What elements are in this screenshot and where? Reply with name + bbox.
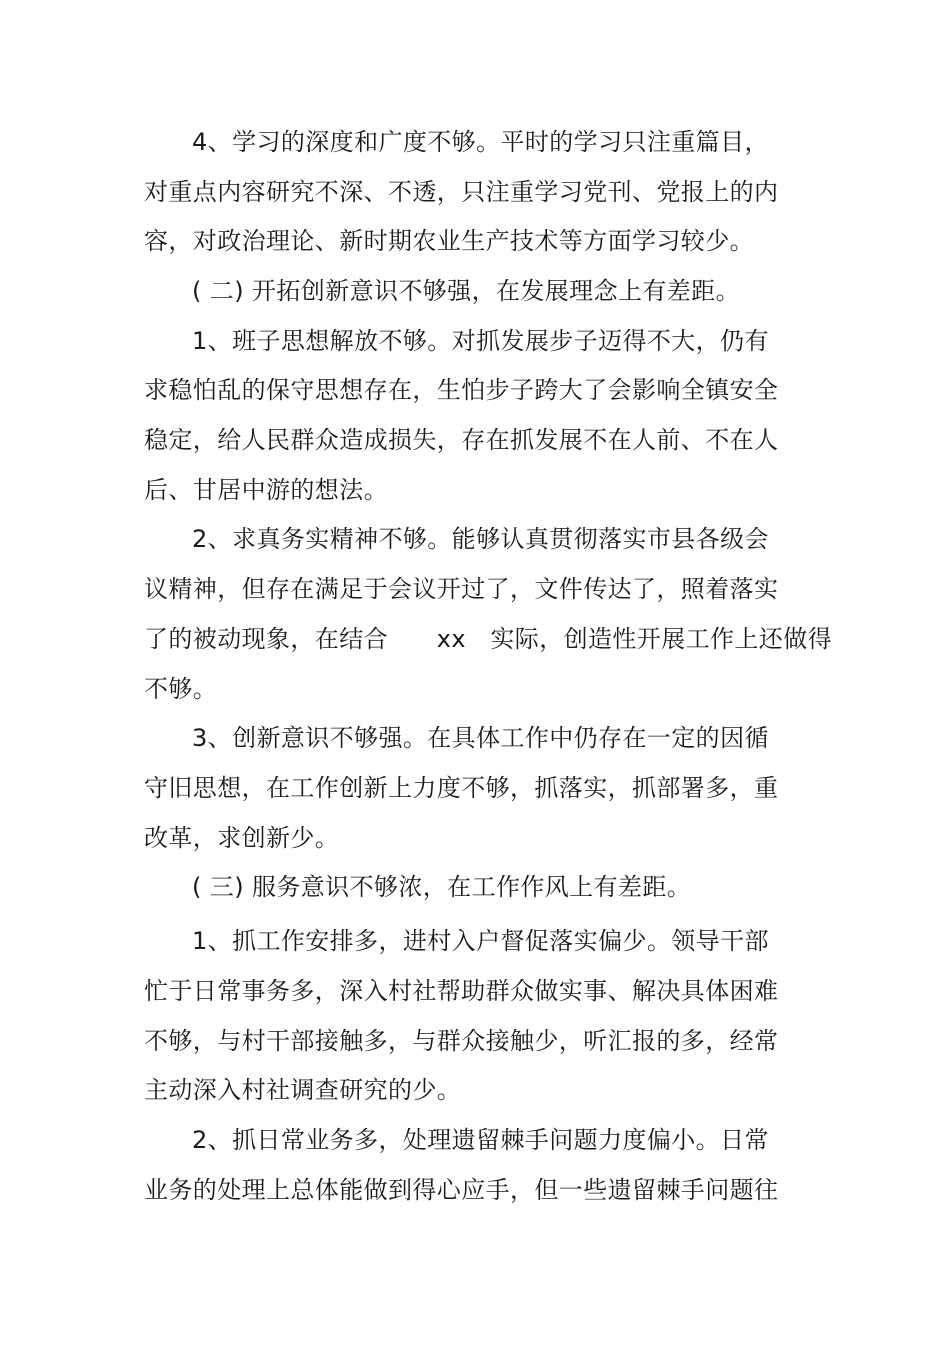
paragraph-line: 不够。 [144,675,218,703]
paragraph-line: 后、甘居中游的想法。 [144,476,388,504]
paragraph-line: 2、求真务实精神不够。能够认真贯彻落实市县各级会 [192,525,769,553]
paragraph-line: 了的被动现象，在结合 xx 实际，创造性开展工作上还做得 [144,625,833,653]
section-heading: ( 三) 服务意识不够浓，在工作作风上有差距。 [192,873,692,901]
paragraph-line: 2、抓日常业务多，处理遗留棘手问题力度偏小。日常 [192,1126,769,1154]
paragraph-line: 容，对政治理论、新时期农业生产技术等方面学习较少。 [144,227,754,255]
paragraph-line: 不够，与村干部接触多，与群众接触少，听汇报的多，经常 [144,1027,779,1055]
paragraph-line: 守旧思想，在工作创新上力度不够，抓落实，抓部署多，重 [144,774,779,802]
paragraph-line: 对重点内容研究不深、不透，只注重学习党刊、党报上的内 [144,178,779,206]
paragraph-line: 1、班子思想解放不够。对抓发展步子迈得不大，仍有 [192,327,769,355]
paragraph-line: 忙于日常事务多，深入村社帮助群众做实事、解决具体困难 [144,977,779,1005]
paragraph-line: 稳定，给人民群众造成损失，存在抓发展不在人前、不在人 [144,426,779,454]
paragraph-line: 业务的处理上总体能做到得心应手，但一些遗留棘手问题往 [144,1176,779,1204]
paragraph-line: 1、抓工作安排多，进村入户督促落实偏少。领导干部 [192,927,769,955]
section-heading: ( 二) 开拓创新意识不够强，在发展理念上有差距。 [192,277,740,305]
paragraph-line: 3、创新意识不够强。在具体工作中仍存在一定的因循 [192,724,769,752]
paragraph-line: 求稳怕乱的保守思想存在，生怕步子跨大了会影响全镇安全 [144,376,779,404]
paragraph-line: 4、学习的深度和广度不够。平时的学习只注重篇目， [192,128,769,156]
paragraph-line: 议精神，但存在满足于会议开过了，文件传达了，照着落实 [144,575,779,603]
paragraph-line: 改革，求创新少。 [144,824,340,852]
paragraph-line: 主动深入村社调查研究的少。 [144,1076,462,1104]
